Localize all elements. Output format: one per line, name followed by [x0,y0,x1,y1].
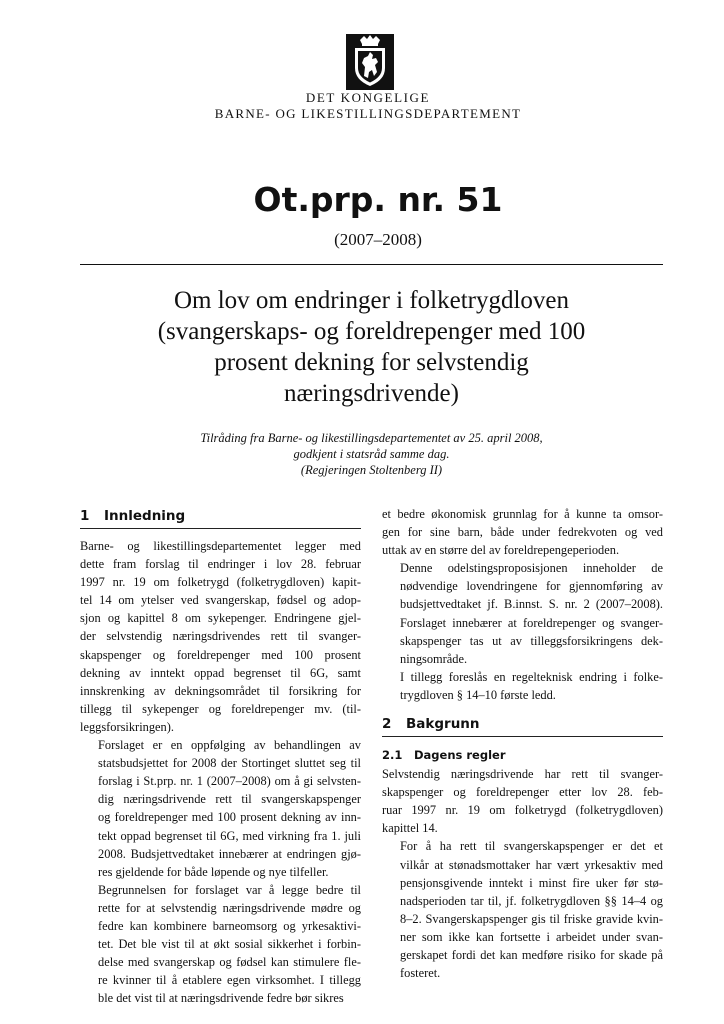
text-line: leggsforsikringen). [80,719,174,734]
text-line: uttak av en større del av foreldrepengeperioden. [382,543,620,558]
text-line: kapittel 14. [382,821,438,836]
text-line: Barne- og likestillingsdepartementet legger med [80,539,361,553]
text-line: forslag i St.prp. nr. 1 (2007–2008) om å gi selvsten- [98,774,361,789]
paragraph [382,505,663,559]
text-line: 8–2. Svangerskapspenger gis til friske gravide kvin- [400,911,663,926]
text-line: fedre kan kombinere barneomsorg og yrkesaktivi- [98,918,361,933]
text-line: Forslaget er en oppfølging av behandlingen av [98,738,361,753]
section-2-1-body [382,765,663,982]
title-line: næringsdrivende) [284,380,459,407]
text-line: ningsområde. [400,651,468,666]
text-line: re kvinner til å etablere egen virksomhet. I tillegg [98,973,361,988]
text-line: 1997 nr. 19 om folketrygd (folketrygdloven) kapit- [80,575,361,590]
text-line: ner som ikke kan fortsette i arbeidet under svan- [400,929,663,944]
subsection-number: 2.1 [382,748,403,763]
text-line: fosteret. [400,966,441,981]
text-line: pensjonsgivende inntekt i minst fire uker før stø- [400,875,663,890]
text-line: For å ha rett til svangerskapspenger er det et [400,839,663,854]
subsection-heading [382,745,663,765]
text-line: tel 14 om ytelser ved svangerskap, fødsel og adop- [80,593,361,608]
text-line: statsbudsjettet for 2008 der Stortinget sluttet seg til [98,756,361,771]
document-session-year: (2007–2008) [334,230,422,249]
section-1-body [80,537,361,1007]
text-line: delse med svangerskap og fødsel kan stimulere fle- [98,955,361,970]
text-line: tillegg til sykepenger og foreldrepenger mv. (til- [80,701,361,716]
section-heading [80,506,361,526]
department-name-line2: BARNE- OG LIKESTILLINGSDEPARTEMENT [214,106,522,121]
text-line: innskrenking av dekningsområdet til forsikring for [80,683,361,698]
title-line: (svangerskaps- og foreldrepenger med 100 [157,318,586,345]
approval-line: godkjent i statsråd samme dag. [293,447,450,461]
text-line: rette for at selvstendig næringsdrivende mødre og [98,900,361,915]
text-line: og foreldrepenger med 100 prosent dekning av inn- [98,810,361,825]
text-line: sjon og kapittel 8 om sykepenger. Endringene gjel- [80,611,361,626]
text-line: 2008. Budsjettvedtaket innebærer at endringen gjø- [98,846,361,861]
text-line: ble det vist til at næringsdrivende fedre bør sikres [98,991,344,1006]
text-line: tekt oppad begrenset til 6G, med virkning fra 1. juli [98,828,361,843]
text-line: Forslaget innebærer at foreldrepenger og svanger- [400,615,663,630]
left-column [80,506,361,1007]
section-1-continued [382,505,663,704]
paragraph [382,765,663,837]
text-line: nadsperioden tar til, jf. folketrygdloven §§ 14–4 og [400,893,663,908]
text-line: et bedre økonomisk grunnlag for å kunne ta omsor- [382,507,663,521]
text-line: gerskapet fordi det kan medføre risiko for skade på [400,947,663,962]
text-line: dekning av inntekt oppad begrenset til 6G, samt [80,665,361,680]
paragraph [80,537,361,736]
text-line: tet. Det ble vist til at økt sosial sikkerhet i forbin- [98,937,361,952]
section-number: 1 [80,508,90,524]
section-heading [382,714,663,734]
title-line: Om lov om endringer i folketrygdloven [173,287,570,314]
text-line: skapspenger og foreldrepenger etter lov 28. feb- [382,785,663,800]
title-line: prosent dekning for selvstendig [214,349,529,376]
text-line: dig næringsdrivende rett til svangerskapspenger [98,792,361,807]
text-line: der selvstendig næringsdrivendes rett til svanger- [80,629,361,644]
text-line: ruar 1997 nr. 19 om folketrygd (folketrygdloven) [382,803,663,818]
text-line: nødvendige lovendringene for gjennomføring av [400,579,663,594]
approval-line: Tilråding fra Barne- og likestillingsdepartementet av 25. april 2008, [200,431,543,445]
paragraph [382,559,663,668]
document-number: Ot.prp. nr. 51 [253,180,503,219]
text-line: I tillegg foreslås en regelteknisk endring i folke- [400,669,663,684]
title-divider [80,264,663,265]
text-line: budsjettvedtaket jf. B.innst. S. nr. 2 (2007–2008). [400,597,663,612]
text-line: Begrunnelsen for forslaget var å legge bedre til [98,882,361,897]
department-name-line1: DET KONGELIGE [305,90,431,105]
approval-line: (Regjeringen Stoltenberg II) [300,463,443,477]
text-line: vilkår at stønadsmottaker har vært yrkesaktiv med [400,857,663,872]
text-line: dette fram forslag til endringer i lov 28. februar [80,557,361,572]
paragraph [80,881,361,1008]
document-title [80,285,663,409]
approval-note [80,430,663,478]
text-line: Selvstendig næringsdrivende har rett til svanger- [382,767,663,782]
text-line: Denne odelstingsproposisjonen inneholder de [400,561,663,576]
coat-of-arms-icon [346,34,394,90]
paragraph [382,837,663,982]
paragraph [80,736,361,881]
text-line: skapspenger og foreldrepenger med 100 prosent [80,647,361,662]
section-rule [80,528,361,529]
subsection-title: Dagens regler [414,748,506,763]
right-column [382,505,663,982]
section-title: Innledning [104,508,186,524]
text-line: gen for sine barn, både under fedrekvoten og ved [382,525,663,540]
paragraph [382,668,663,704]
section-title: Bakgrunn [406,716,480,733]
text-line: res gjeldende for både løpende og nye tilfeller. [98,864,329,879]
section-rule [382,736,663,737]
text-line: trygdloven § 14–10 første ledd. [400,687,556,702]
text-line: skapspenger tas ut av tilleggsforsikringens dek- [400,633,663,648]
section-number: 2 [382,716,392,733]
